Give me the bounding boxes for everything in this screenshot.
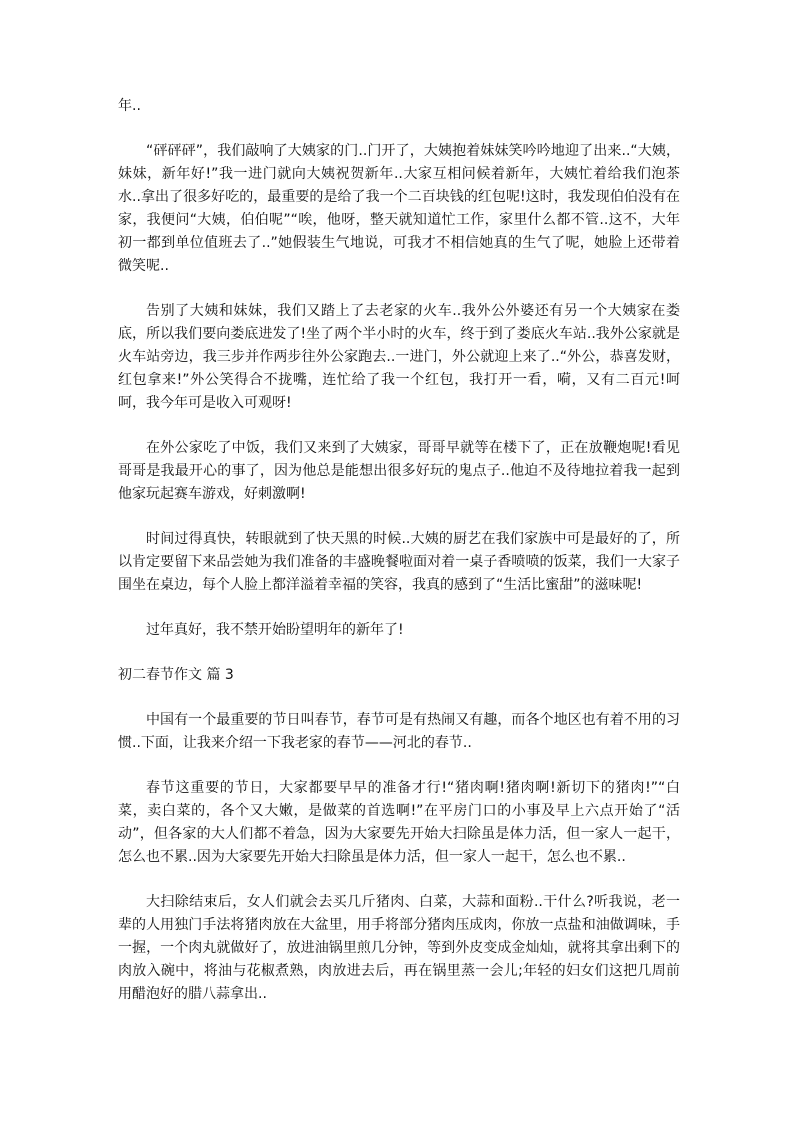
paragraph-spacer xyxy=(118,869,680,891)
paragraph-spacer xyxy=(118,415,680,437)
paragraph-preparation: 春节这重要的节日，大家都要早早的准备才行!“猪肉啊!猪肉啊!新切下的猪肉!”“白菜，卖白菜的，各个又大嫩，是做菜的首选啊!”在平房门口的小事及早上六点开始了“活动”，但各家的大人们都不着急，因为大家要先开始大扫除虽是体力活，但一家人一起干，怎么也不累..因为大家要先开始大扫除虽是体力活，但一家人一起干，怎么也不累.. xyxy=(118,780,680,865)
paragraph-spacer xyxy=(118,118,680,140)
paragraph-spacer xyxy=(118,278,680,300)
section-heading: 初二春节作文 篇 3 xyxy=(118,667,234,683)
paragraph-spacer xyxy=(118,687,680,709)
paragraph-dinner: 时间过得真快，转眼就到了快天黑的时候..大姨的厨艺在我们家族中可是最好的了，所以肯定要留下来品尝她为我们准备的丰盛晚餐啦面对着一桌子香喷喷的饭菜，我们一大家子围坐在桌边，每个人脸上都洋溢着幸福的笑容，我真的感到了“生活比蜜甜”的滋味呢! xyxy=(118,531,680,593)
paragraph-spacer xyxy=(118,755,680,777)
paragraph-cooking: 大扫除结束后，女人们就会去买几斤猪肉、白菜，大蒜和面粉..干什么?听我说，老一辈的人用独门手法将猪肉放在大盆里，用手将部分猪肉压成肉，你放一点盐和油做调味，手一握，一个肉丸就做好了，放进油锅里煎几分钟，等到外皮变成金灿灿，就将其拿出剩下的肉放入碗中，将油与花椒煮熟，肉放进去后，再在锅里蒸一会儿;年轻的妇女们这把几周前用醋泡好的腊八蒜拿出.. xyxy=(118,894,680,1002)
paragraph-intro-hebei: 中国有一个最重要的节日叫春节，春节可是有热闹又有趣，而各个地区也有着不用的习惯..下面，让我来介绍一下我老家的春节——河北的春节.. xyxy=(118,712,680,751)
paragraph-continuation: 年.. xyxy=(118,98,141,114)
paragraph-spacer xyxy=(118,597,680,619)
paragraph-visit-aunt: “砰砰砰”，我们敲响了大姨家的门..门开了，大姨抱着妹妹笑吟吟地迎了出来..“大姨，妹妹，新年好!”我一进门就向大姨祝贺新年..大家互相问候着新年，大姨忙着给我们泡茶水..拿出了很多好吃的，最重要的是给了我一个二百块钱的红包呢!这时，我发现伯伯没有在家，我便问“大姨，伯伯呢”“唉，他呀，整天就知道忙工作，家里什么都不管..这不，大年初一都到单位值班去了..”她假装生气地说，可我才不相信她真的生气了呢，她脸上还带着微笑呢.. xyxy=(118,143,680,274)
paragraph-lunch-at-grandpa: 在外公家吃了中饭，我们又来到了大姨家，哥哥早就等在楼下了，正在放鞭炮呢!看见哥哥是我最开心的事了，因为他总是能想出很多好玩的鬼点子..他迫不及待地拉着我一起到他家玩起赛车游戏，好刺激啊! xyxy=(118,440,680,502)
paragraph-train-to-loudi: 告别了大姨和妹妹，我们又踏上了去老家的火车..我外公外婆还有另一个大姨家在娄底，所以我们要向娄底进发了!坐了两个半小时的火车，终于到了娄底火车站..我外公家就是火车站旁边，我三步并作两步往外公家跑去..一进门，外公就迎上来了..“外公，恭喜发财，红包拿来!”外公笑得合不拢嘴，连忙给了我一个红包，我打开一看，嗬，又有二百元!呵呵，我今年可是收入可观呀! xyxy=(118,303,680,411)
paragraph-spacer xyxy=(118,642,680,664)
document-body xyxy=(118,95,680,1006)
paragraph-spacer xyxy=(118,506,680,528)
paragraph-conclusion: 过年真好，我不禁开始盼望明年的新年了! xyxy=(146,622,404,638)
